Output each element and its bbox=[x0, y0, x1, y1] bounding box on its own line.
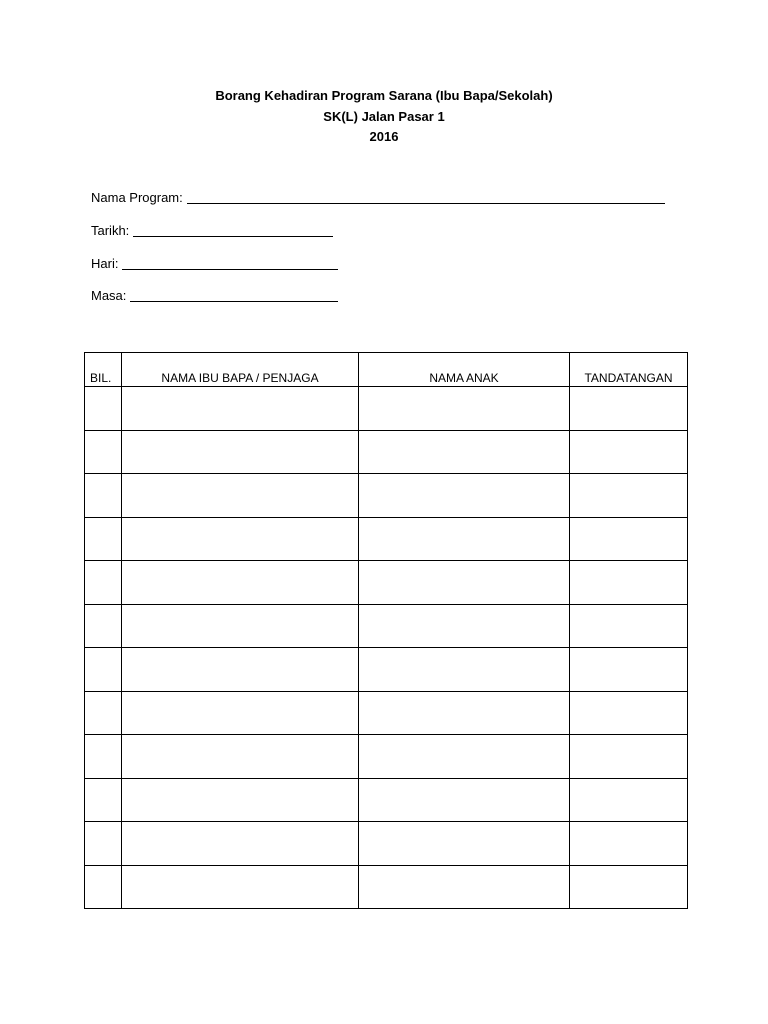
child-name-cell[interactable] bbox=[359, 517, 570, 561]
school-name: SK(L) Jalan Pasar 1 bbox=[323, 108, 445, 124]
bil-cell[interactable] bbox=[85, 604, 122, 648]
table-row bbox=[85, 691, 688, 735]
date-row bbox=[91, 223, 333, 239]
form-year: 2016 bbox=[369, 129, 399, 144]
attendance-table bbox=[84, 352, 688, 909]
signature-cell[interactable] bbox=[570, 387, 688, 431]
signature-cell[interactable] bbox=[570, 430, 688, 474]
table-row bbox=[85, 778, 688, 822]
form-title: Borang Kehadiran Program Sarana (Ibu Bapa/Sekolah) bbox=[215, 88, 553, 103]
date-label: Tarikh: bbox=[91, 223, 130, 238]
bil-cell[interactable] bbox=[85, 561, 122, 605]
signature-cell[interactable] bbox=[570, 474, 688, 518]
child-name-cell[interactable] bbox=[359, 387, 570, 431]
parent-name-cell[interactable] bbox=[122, 735, 359, 779]
parent-name-cell[interactable] bbox=[122, 430, 359, 474]
child-name-cell[interactable] bbox=[359, 865, 570, 909]
time-row bbox=[91, 288, 338, 304]
signature-cell[interactable] bbox=[570, 735, 688, 779]
parent-name-cell[interactable] bbox=[122, 517, 359, 561]
child-name-cell[interactable] bbox=[359, 735, 570, 779]
parent-name-cell[interactable] bbox=[122, 387, 359, 431]
child-name-cell[interactable] bbox=[359, 474, 570, 518]
time-field[interactable] bbox=[130, 289, 338, 302]
program-name-row bbox=[91, 190, 665, 206]
parent-name-cell[interactable] bbox=[122, 822, 359, 866]
document-header bbox=[0, 86, 768, 148]
child-name-cell[interactable] bbox=[359, 430, 570, 474]
bil-cell[interactable] bbox=[85, 735, 122, 779]
parent-name-cell[interactable] bbox=[122, 648, 359, 692]
signature-cell[interactable] bbox=[570, 517, 688, 561]
signature-cell[interactable] bbox=[570, 648, 688, 692]
signature-cell[interactable] bbox=[570, 822, 688, 866]
program-name-field[interactable] bbox=[187, 191, 665, 204]
bil-cell[interactable] bbox=[85, 822, 122, 866]
table-body bbox=[85, 387, 688, 909]
table-row bbox=[85, 822, 688, 866]
column-header-child-name: NAMA ANAK bbox=[359, 353, 570, 387]
bil-cell[interactable] bbox=[85, 778, 122, 822]
parent-name-cell[interactable] bbox=[122, 778, 359, 822]
child-name-cell[interactable] bbox=[359, 691, 570, 735]
child-name-cell[interactable] bbox=[359, 778, 570, 822]
day-row bbox=[91, 256, 338, 272]
table-row bbox=[85, 387, 688, 431]
parent-name-cell[interactable] bbox=[122, 691, 359, 735]
signature-cell[interactable] bbox=[570, 778, 688, 822]
day-field[interactable] bbox=[122, 257, 338, 270]
table-header-row bbox=[85, 353, 688, 387]
date-field[interactable] bbox=[133, 224, 333, 237]
table-row bbox=[85, 604, 688, 648]
table-row bbox=[85, 735, 688, 779]
signature-cell[interactable] bbox=[570, 865, 688, 909]
parent-name-cell[interactable] bbox=[122, 474, 359, 518]
child-name-cell[interactable] bbox=[359, 648, 570, 692]
signature-cell[interactable] bbox=[570, 604, 688, 648]
column-header-parent-name: NAMA IBU BAPA / PENJAGA bbox=[122, 353, 359, 387]
child-name-cell[interactable] bbox=[359, 822, 570, 866]
table-row bbox=[85, 865, 688, 909]
table-row bbox=[85, 561, 688, 605]
program-name-label: Nama Program: bbox=[91, 190, 183, 205]
time-label: Masa: bbox=[91, 288, 127, 303]
table-row bbox=[85, 430, 688, 474]
day-label: Hari: bbox=[91, 256, 119, 271]
parent-name-cell[interactable] bbox=[122, 561, 359, 605]
bil-cell[interactable] bbox=[85, 648, 122, 692]
bil-cell[interactable] bbox=[85, 517, 122, 561]
signature-cell[interactable] bbox=[570, 691, 688, 735]
bil-cell[interactable] bbox=[85, 474, 122, 518]
bil-cell[interactable] bbox=[85, 387, 122, 431]
parent-name-cell[interactable] bbox=[122, 865, 359, 909]
signature-cell[interactable] bbox=[570, 561, 688, 605]
table-row bbox=[85, 648, 688, 692]
bil-cell[interactable] bbox=[85, 865, 122, 909]
bil-cell[interactable] bbox=[85, 691, 122, 735]
column-header-signature: TANDATANGAN bbox=[570, 353, 688, 387]
parent-name-cell[interactable] bbox=[122, 604, 359, 648]
child-name-cell[interactable] bbox=[359, 604, 570, 648]
bil-cell[interactable] bbox=[85, 430, 122, 474]
column-header-bil: BIL. bbox=[85, 353, 122, 387]
table-row bbox=[85, 517, 688, 561]
child-name-cell[interactable] bbox=[359, 561, 570, 605]
table-row bbox=[85, 474, 688, 518]
